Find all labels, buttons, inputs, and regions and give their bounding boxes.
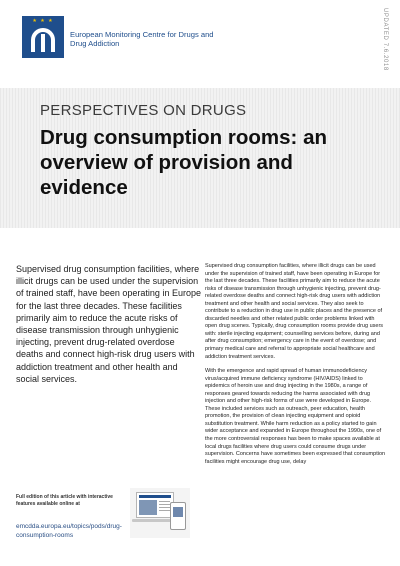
body-paragraph-2: With the emergence and rapid spread of human immunodeficiency virus/acquired immune deficiency syndrome (HIV/AIDS) linked to epidemics of heroin use and drug injecting in the 1980s, a range of responses geared towards reducing the harms associated with drug injection and other high-risk forms of use were developed in Europe. These included services such as outreach, peer education, health promotion, the provision of clean injecting equipment and opioid substitution treatment. While harm reduction as a policy started to gain wider acceptance and expanded in Europe throughout the 1990s, one of the more controversial responses has been to make spaces available at local drugs facilities where drug users could consume drugs under supervision. Concerns have sometimes been expressed that consumption facilities might encourage drug use, delay bbox=[205, 368, 386, 465]
body-column bbox=[205, 263, 387, 466]
full-edition-note: Full edition of this article with interactive features available online at bbox=[16, 494, 113, 507]
body-paragraph-1: Supervised drug consumption facilities, where illicit drugs can be used under the supervision of trained staff, have been operating in Europe for the last three decades. These facilities primarily aim to reduce the acute risks of disease transmission through unhygienic injecting, prevent drug-related overdose deaths and connect high-risk drug users with addiction treatment and other health and social services. They also seek to contribute to a reduction in drug use in public places and the presence of discarded needles and other related public order problems linked with open drug scenes. Typically, drug consumption rooms provide drug users with: sterile injecting equipment; counselling services before, during and after drug consumption; emergency care in the event of overdose; and primary medical care and referral to appropriate social healthcare and addiction treatment services. bbox=[205, 263, 384, 360]
page-header bbox=[0, 0, 400, 82]
series-kicker: PERSPECTIVES ON DRUGS bbox=[40, 102, 247, 119]
updated-date-label: UPDATED 7.6.2018 bbox=[382, 8, 388, 71]
devices-thumbnail bbox=[130, 488, 190, 538]
laptop-screen-icon bbox=[136, 492, 174, 518]
organisation-name: European Monitoring Centre for Drugs and Drug Addiction bbox=[70, 30, 214, 49]
document-title: Drug consumption rooms: an overview of provision and evidence bbox=[40, 126, 327, 199]
summary-paragraph: Supervised drug consumption facilities, where illicit drugs can be used under the supervision of trained staff, have been operating in Europe for the last three decades. These facilities primarily aim to reduce the acute risks of disease transmission through unhygienic injecting, prevent drug-related overdose deaths and connect high-risk drug users with addiction treatment and other health and social services. bbox=[16, 264, 201, 384]
full-edition-link[interactable]: emcdda.europa.eu/topics/pods/drug-consumption-rooms bbox=[16, 523, 122, 539]
phone-icon bbox=[170, 502, 186, 530]
eu-stars-icon: ★ ★ ★ bbox=[32, 18, 54, 24]
logo-bar bbox=[41, 34, 45, 52]
emcdda-logo bbox=[22, 16, 64, 58]
